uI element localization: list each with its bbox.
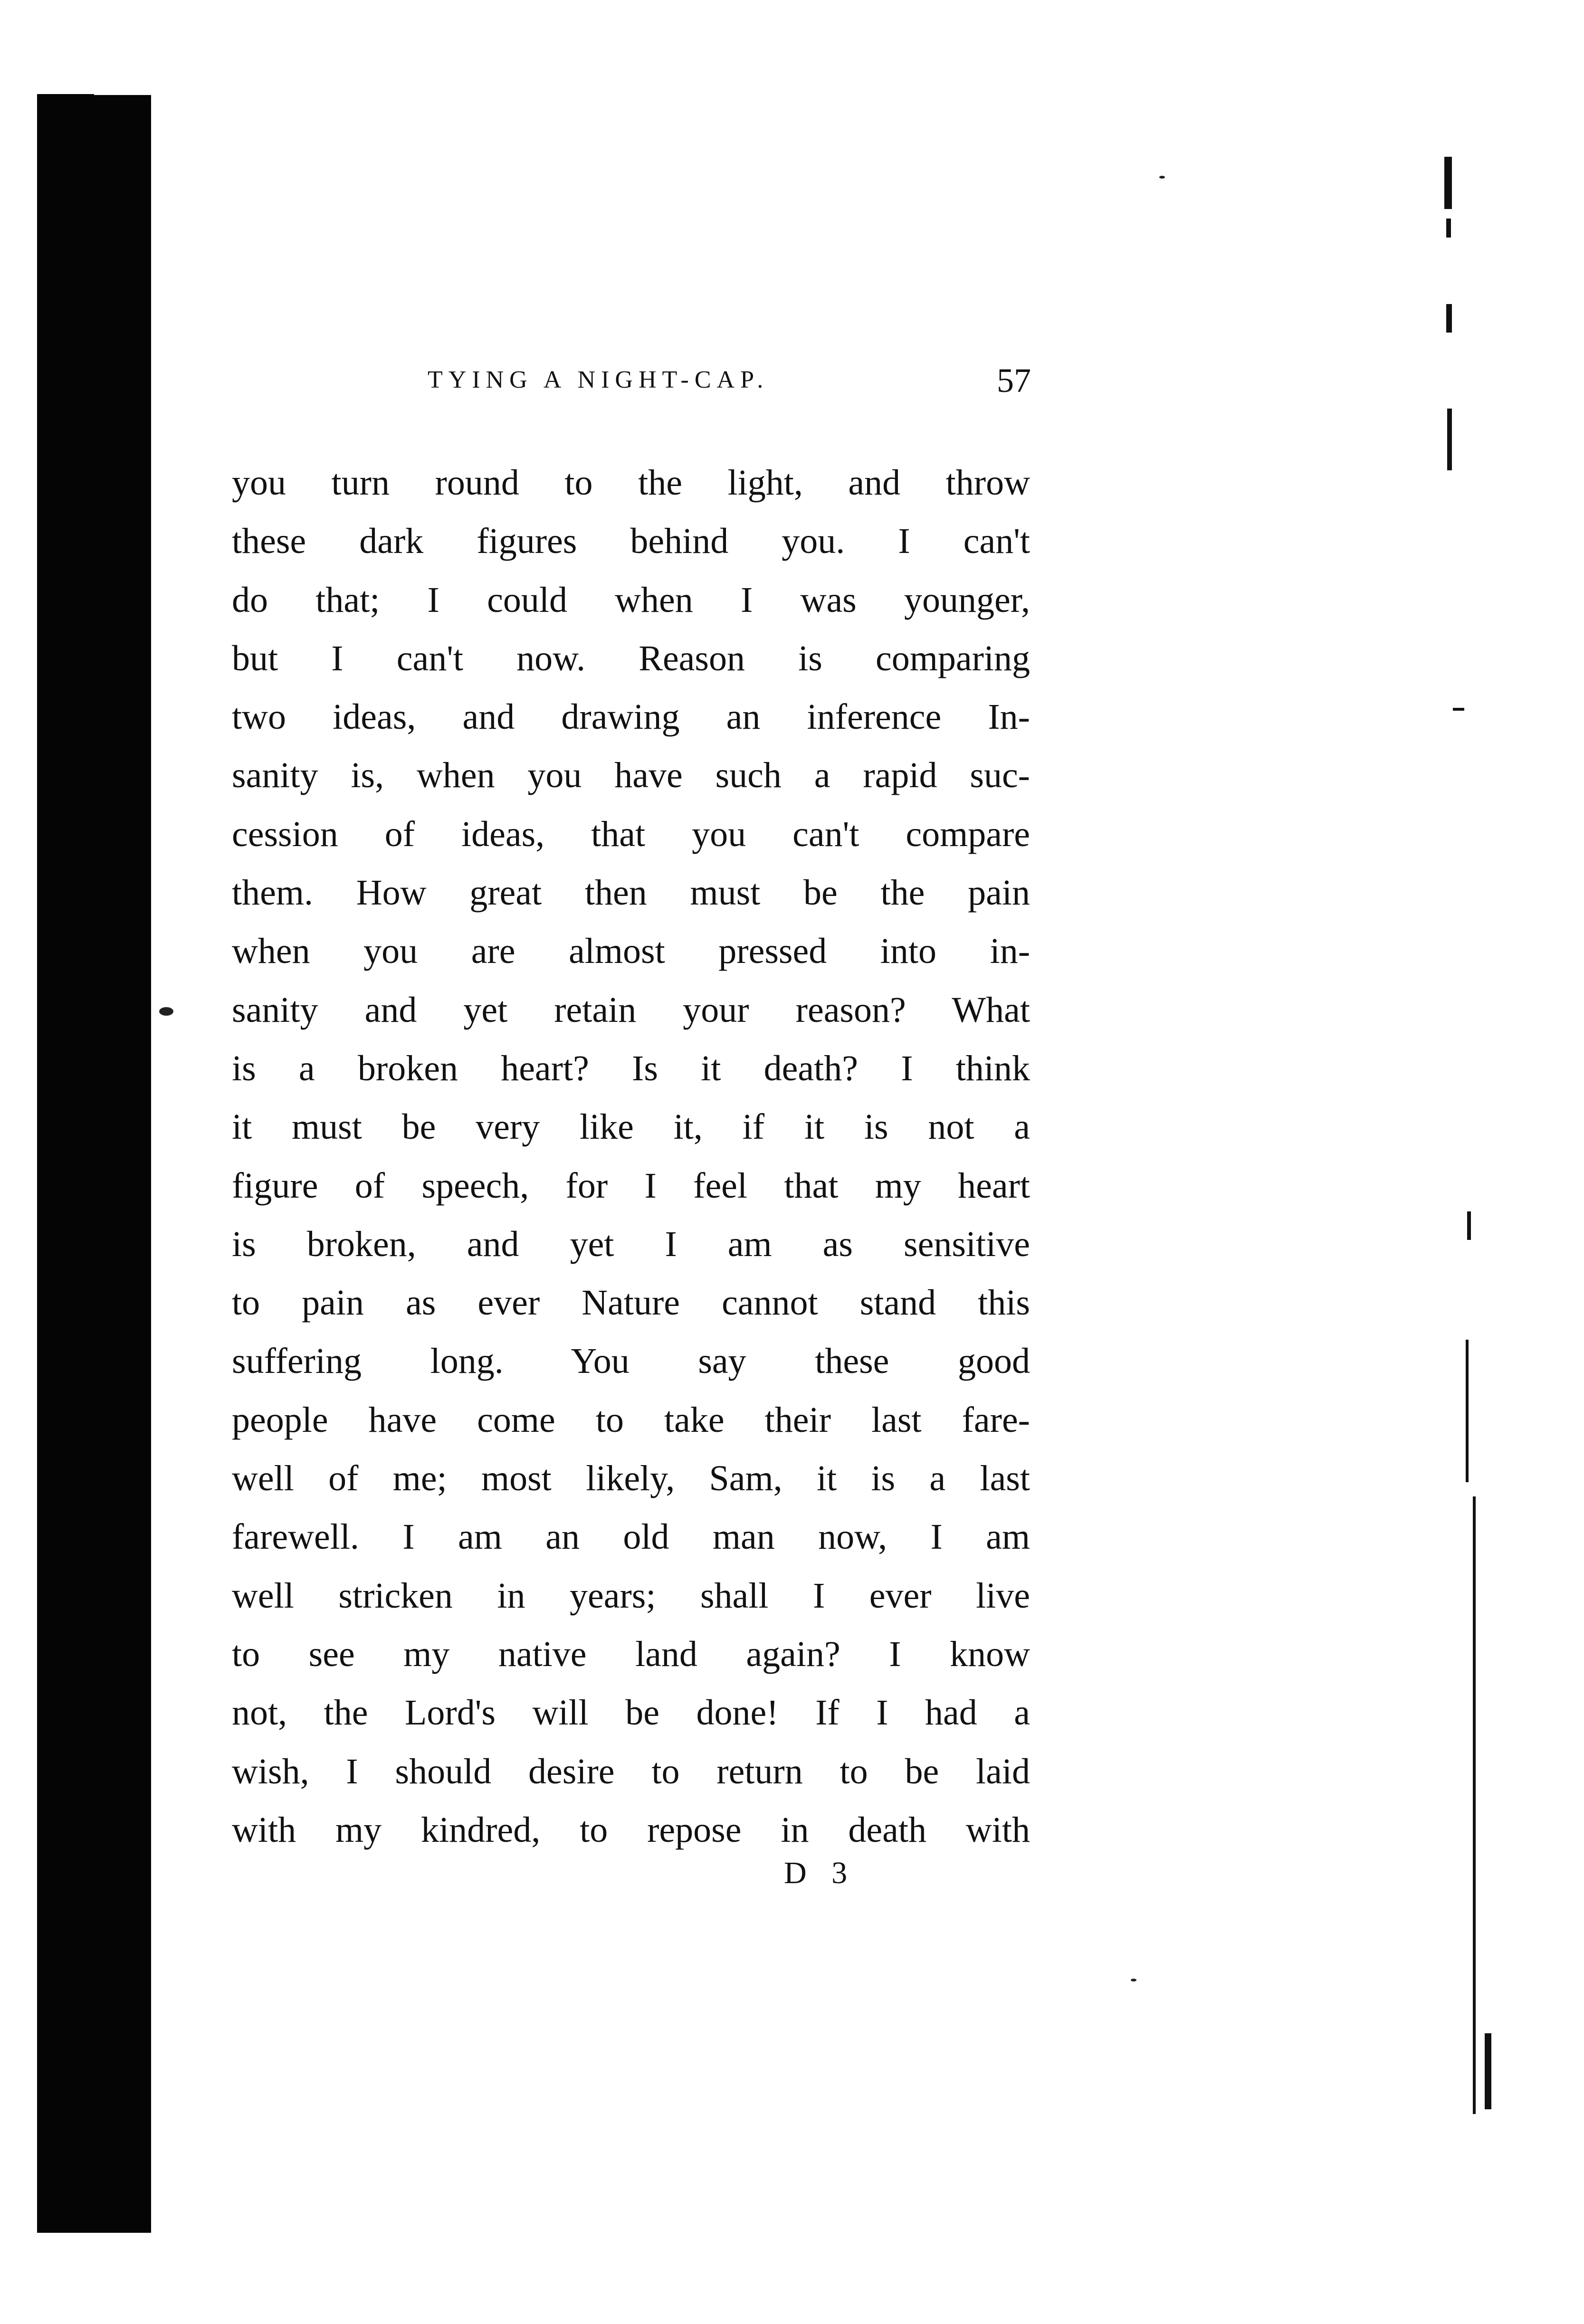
ink-speck: [1131, 1979, 1136, 1981]
scan-artifact: [1446, 304, 1452, 333]
text-line: well stricken in years; shall I ever live: [232, 1575, 1030, 1616]
text-line: sanity is, when you have such a rapid suc-: [232, 755, 1030, 796]
text-line: you turn round to the light, and throw: [232, 463, 1030, 503]
text-line: suffering long. You say these good: [232, 1341, 1030, 1381]
scan-artifact: [1453, 708, 1464, 711]
scan-artifact: [1485, 2033, 1491, 2109]
text-line: wish, I should desire to return to be laid: [232, 1751, 1030, 1791]
page-number: 57: [997, 362, 1031, 400]
text-line: these dark figures behind you. I can't: [232, 521, 1030, 562]
text-line: figure of speech, for I feel that my heart: [232, 1165, 1030, 1206]
text-line: when you are almost pressed into in-: [232, 931, 1030, 972]
text-line: sanity and yet retain your reason? What: [232, 990, 1030, 1030]
text-line: do that; I could when I was younger,: [232, 580, 1030, 620]
text-line: to pain as ever Nature cannot stand this: [232, 1283, 1030, 1323]
scan-artifact: [1446, 219, 1451, 238]
scan-artifact: [1466, 1340, 1469, 1482]
text-line: them. How great then must be the pain: [232, 873, 1030, 913]
text-line: not, the Lord's will be done! If I had a: [232, 1693, 1030, 1733]
scan-artifact: [1447, 409, 1452, 470]
ink-speck: [1159, 176, 1165, 179]
text-line: is broken, and yet I am as sensitive: [232, 1224, 1030, 1264]
running-title: TYING A NIGHT-CAP.: [428, 366, 769, 393]
text-line: is a broken heart? Is it death? I think: [232, 1048, 1030, 1088]
binding-edge: [37, 95, 151, 2233]
scan-artifact: [1473, 1496, 1476, 2114]
ink-speck: [159, 1007, 173, 1016]
signature-mark: D 3: [784, 1856, 856, 1890]
text-line: two ideas, and drawing an inference In-: [232, 697, 1030, 737]
text-line: people have come to take their last fare-: [232, 1400, 1030, 1440]
page-header: [428, 362, 1031, 418]
text-line: well of me; most likely, Sam, it is a last: [232, 1458, 1030, 1499]
text-line: but I can't now. Reason is comparing: [232, 638, 1030, 678]
text-line: farewell. I am an old man now, I am: [232, 1517, 1030, 1557]
text-line: to see my native land again? I know: [232, 1634, 1030, 1674]
scan-artifact: [1444, 157, 1452, 209]
body-text: [232, 454, 1030, 1859]
text-line: cession of ideas, that you can't compare: [232, 814, 1030, 854]
text-line: with my kindred, to repose in death with: [232, 1810, 1030, 1850]
scan-artifact: [1467, 1211, 1471, 1240]
text-line: it must be very like it, if it is not a: [232, 1107, 1030, 1147]
